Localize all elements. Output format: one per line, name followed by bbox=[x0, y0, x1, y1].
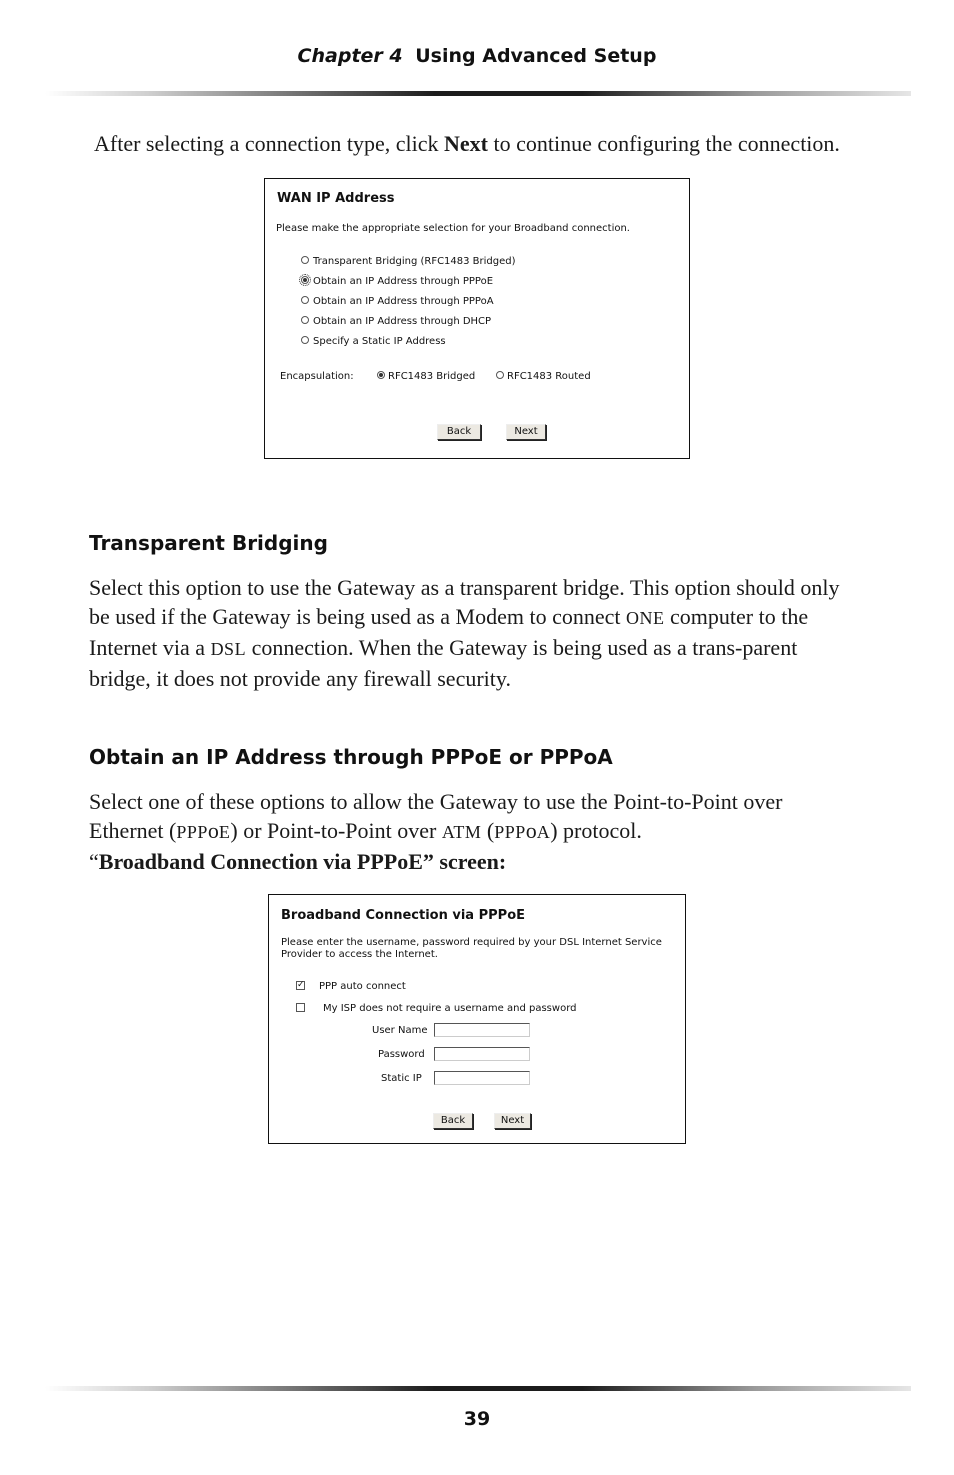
next-button[interactable]: Next bbox=[494, 1113, 531, 1129]
static-ip-label: Static IP bbox=[381, 1073, 422, 1084]
pppoe-instruction-line1: Please enter the username, password required by your DSL Internet Service bbox=[281, 937, 662, 948]
pppoe-pppoa-paragraph: Select one of these options to allow the Gateway to use the Point-to-Point over Ethernet (PPPoE) or Point-to-Point over ATM (PPPoA) protocol. “Broadband Connection via PPPoE” screen: bbox=[89, 789, 783, 874]
pppoe-screen-title: Broadband Connection via PPPoE bbox=[281, 908, 526, 923]
radio-pppoa[interactable] bbox=[301, 296, 309, 304]
static-ip-input[interactable] bbox=[434, 1071, 530, 1085]
back-button[interactable]: Back bbox=[433, 1113, 473, 1129]
password-label: Password bbox=[378, 1049, 425, 1060]
transparent-bridging-paragraph: Select this option to use the Gateway as a transparent bridge. This option should only be used if the Gateway is being used as a Modem to connect ONE computer to the Internet via a DSL connection. When the Gateway is being used as a trans-parent bridge, it does not provide any firewall security. bbox=[89, 575, 840, 691]
header-rule bbox=[45, 91, 911, 96]
radio-rfc1483-bridged[interactable] bbox=[377, 371, 385, 379]
user-name-label: User Name bbox=[372, 1025, 428, 1036]
wan-ip-address-screenshot bbox=[264, 178, 690, 459]
radio-static-ip[interactable] bbox=[301, 336, 309, 344]
no-login-label: My ISP does not require a username and password bbox=[323, 1003, 577, 1014]
option-label: Transparent Bridging (RFC1483 Bridged) bbox=[313, 256, 516, 267]
encapsulation-option: RFC1483 Routed bbox=[507, 371, 591, 382]
pppoe-screenshot bbox=[268, 894, 686, 1144]
next-button[interactable]: Next bbox=[506, 424, 546, 440]
footer-rule bbox=[45, 1386, 911, 1391]
encapsulation-label: Encapsulation: bbox=[280, 371, 354, 382]
radio-dhcp[interactable] bbox=[301, 316, 309, 324]
user-name-input[interactable] bbox=[434, 1023, 530, 1037]
chapter-title: Using Advanced Setup bbox=[415, 45, 657, 67]
intro-paragraph: After selecting a connection type, click Next to continue configuring the connection. bbox=[94, 131, 840, 156]
page-number: 39 bbox=[463, 1408, 491, 1430]
next-emphasis: Next bbox=[444, 131, 489, 156]
screen-caption: Broadband Connection via PPPoE” screen: bbox=[98, 849, 507, 874]
back-button[interactable]: Back bbox=[437, 424, 481, 440]
encapsulation-option: RFC1483 Bridged bbox=[388, 371, 476, 382]
no-login-checkbox[interactable] bbox=[296, 1003, 305, 1012]
pppoe-instruction-line2: Provider to access the Internet. bbox=[281, 949, 438, 960]
radio-rfc1483-routed[interactable] bbox=[496, 371, 504, 379]
radio-pppoe[interactable] bbox=[301, 276, 309, 284]
section-title-transparent-bridging: Transparent Bridging bbox=[89, 531, 328, 555]
wan-screen-title: WAN IP Address bbox=[277, 191, 395, 206]
option-label: Obtain an IP Address through PPPoA bbox=[313, 296, 494, 307]
wan-screen-instruction: Please make the appropriate selection for your Broadband connection. bbox=[276, 223, 630, 234]
password-input[interactable] bbox=[434, 1047, 530, 1061]
section-title-pppoe-pppoa: Obtain an IP Address through PPPoE or PPPoA bbox=[89, 745, 613, 769]
option-label: Specify a Static IP Address bbox=[313, 336, 446, 347]
option-label: Obtain an IP Address through PPPoE bbox=[313, 276, 494, 287]
chapter-label: Chapter 4 bbox=[297, 45, 403, 67]
option-label: Obtain an IP Address through DHCP bbox=[313, 316, 492, 327]
ppp-auto-connect-label: PPP auto connect bbox=[319, 981, 406, 992]
ppp-auto-connect-checkbox[interactable]: ✓ bbox=[297, 980, 305, 990]
running-header bbox=[0, 45, 954, 67]
radio-transparent-bridging[interactable] bbox=[301, 256, 309, 264]
